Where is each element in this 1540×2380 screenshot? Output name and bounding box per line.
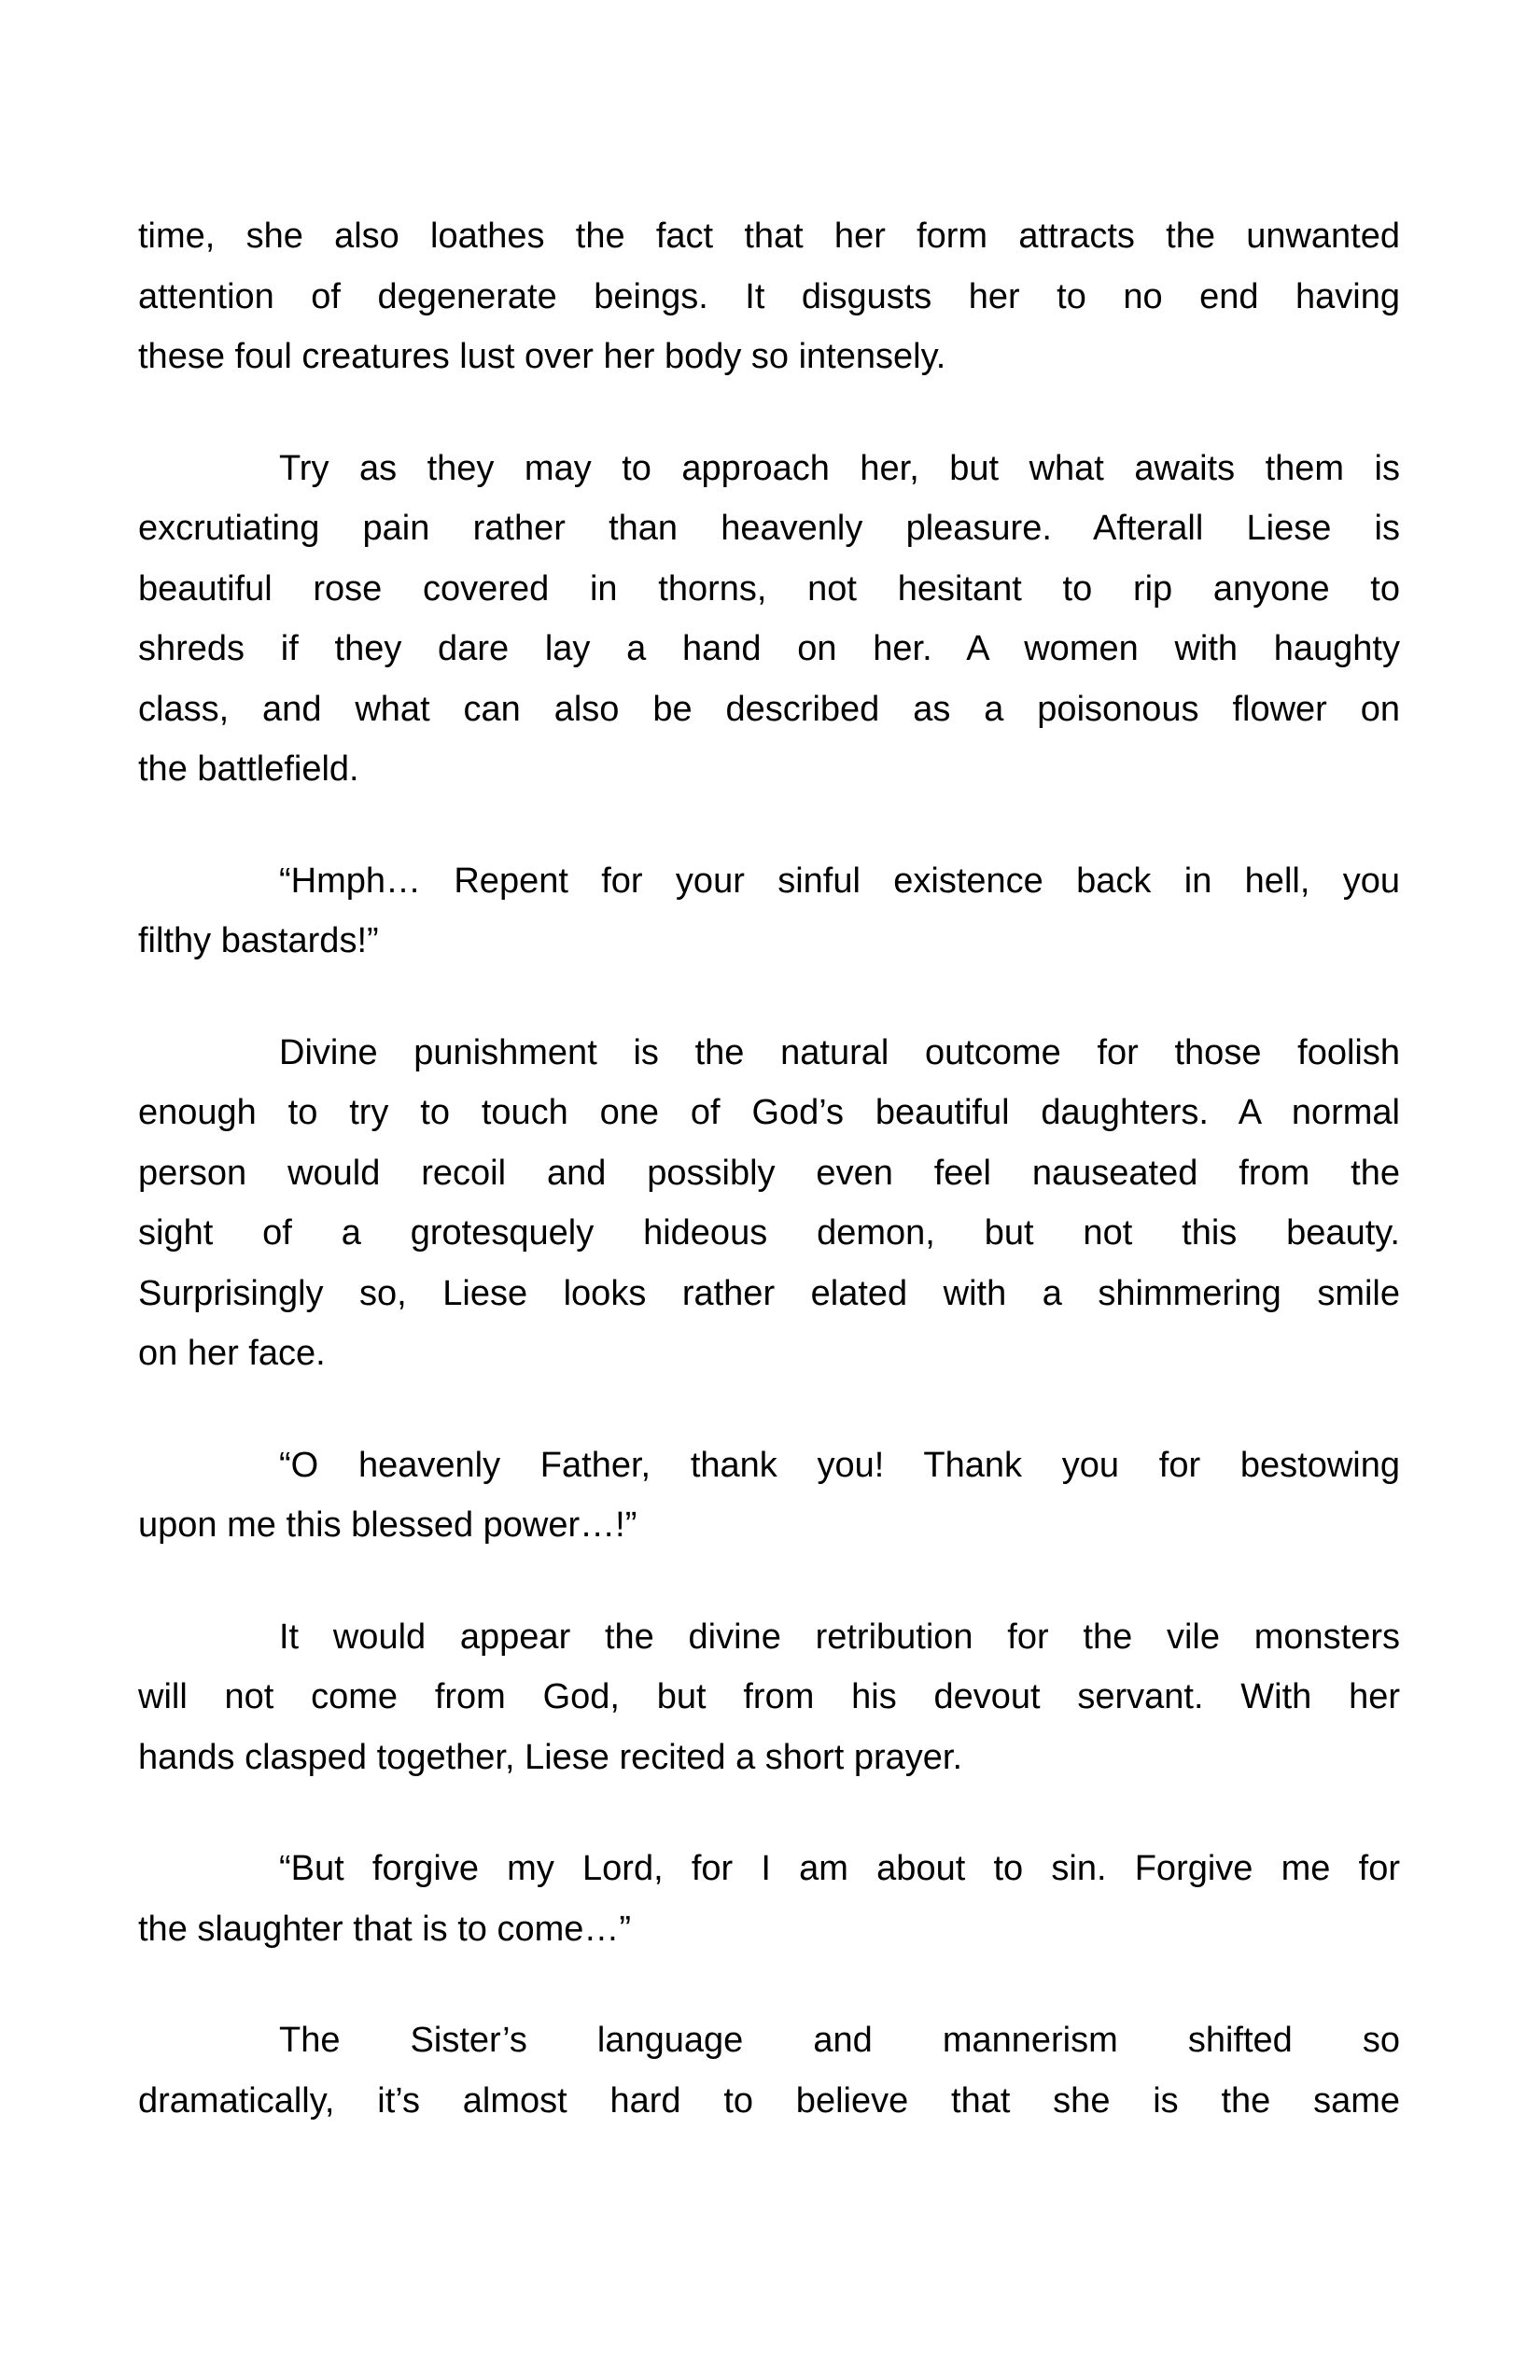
text-line: the slaughter that is to come…” <box>138 1909 632 1949</box>
paragraph <box>138 851 1400 972</box>
paragraph <box>138 2010 1400 2131</box>
text-line: Try as they may to approach her, but what awaits them is <box>279 448 1400 488</box>
text-line: will not come from God, but from his devout servant. With her <box>138 1677 1400 1716</box>
paragraph <box>138 206 1400 387</box>
text-line: the battlefield. <box>138 749 359 789</box>
text-line: excrutiating pain rather than heavenly pleasure. Afterall Liese is <box>138 509 1400 548</box>
text-line: Divine punishment is the natural outcome for those foolish <box>279 1032 1400 1072</box>
paragraph <box>138 1607 1400 1788</box>
text-line: sight of a grotesquely hideous demon, but not this beauty. <box>138 1213 1400 1253</box>
paragraph <box>138 439 1400 800</box>
text-line: The Sister’s language and mannerism shifted so <box>279 2021 1400 2060</box>
text-line: It would appear the divine retribution for the vile monsters <box>279 1617 1400 1657</box>
text-line: “O heavenly Father, thank you! Thank you for bestowing <box>279 1445 1400 1485</box>
text-line: “Hmph… Repent for your sinful existence back in hell, you <box>279 861 1400 901</box>
paragraph <box>138 1435 1400 1556</box>
text-line: shreds if they dare lay a hand on her. A women with haughty <box>138 629 1400 668</box>
paragraph <box>138 1839 1400 1959</box>
text-line: beautiful rose covered in thorns, not hesitant to rip anyone to <box>138 568 1400 609</box>
text-line: person would recoil and possibly even feel nauseated from the <box>138 1153 1400 1193</box>
text-line: dramatically, it’s almost hard to believe that she is the same <box>138 2080 1400 2121</box>
text-line: enough to try to touch one of God’s beautiful daughters. A normal <box>138 1093 1400 1132</box>
text-line: upon me this blessed power…!” <box>138 1505 637 1545</box>
paragraph <box>138 1023 1400 1384</box>
text-line: time, she also loathes the fact that her form attracts the unwanted <box>138 217 1400 256</box>
document-body <box>138 206 1400 2182</box>
text-line: filthy bastards!” <box>138 921 379 960</box>
text-line: on her face. <box>138 1334 326 1373</box>
text-line: “But forgive my Lord, for I am about to sin. Forgive me for <box>279 1849 1400 1888</box>
text-line: hands clasped together, Liese recited a short prayer. <box>138 1737 962 1777</box>
text-line: Surprisingly so, Liese looks rather elated with a shimmering smile <box>138 1273 1400 1313</box>
text-line: attention of degenerate beings. It disgusts her to no end having <box>138 276 1400 316</box>
text-line: class, and what can also be described as a poisonous flower on <box>138 689 1400 729</box>
text-line: these foul creatures lust over her body so intensely. <box>138 337 946 376</box>
